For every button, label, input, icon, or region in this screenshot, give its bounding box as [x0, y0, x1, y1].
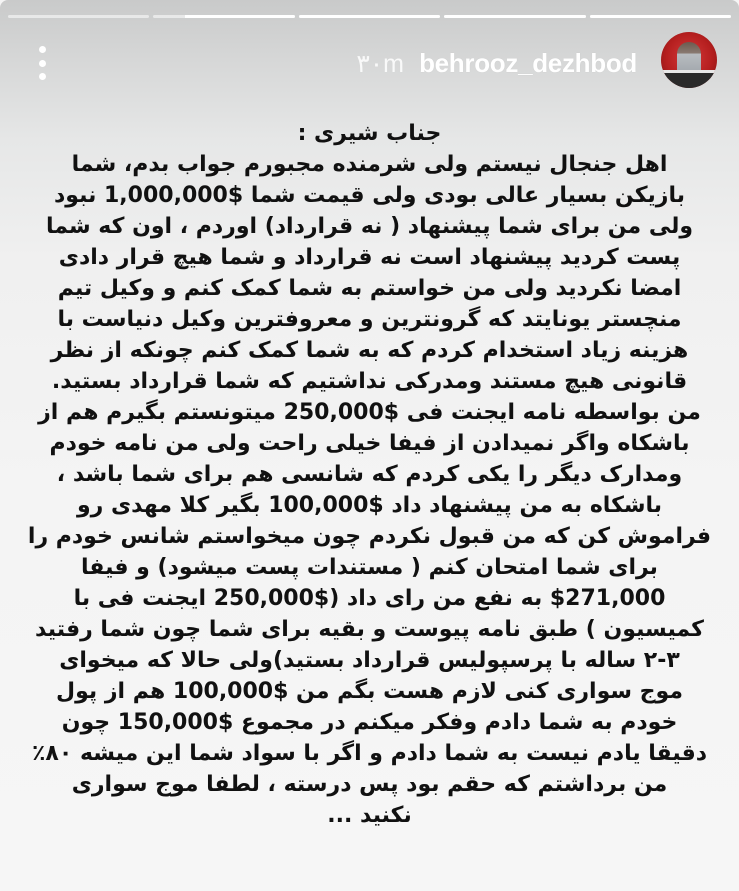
post-line: خودم به شما دادم وفکر میکنم در مجموع $150,000 چون — [61, 710, 678, 735]
post-line: ولی من برای شما پیشنهاد ( نه قرارداد) اوردم ، اون که شما — [45, 214, 694, 239]
post-line: باشکاه به من پیشنهاد داد $100,000 بگیر کلا مهدی رو — [76, 493, 663, 518]
post-line: هزینه زیاد استخدام کردم که به شما کمک کنم چونکه از نظر — [50, 338, 689, 363]
post-line: نکنید ... — [327, 803, 412, 828]
avatar-detail — [661, 73, 717, 88]
more-vertical-icon — [39, 60, 46, 67]
progress-segment-1 — [590, 15, 731, 18]
post-line: فراموش کن که من قبول نکردم چون میخواستم شانس خودم را — [27, 524, 712, 549]
post-line: منچستر یونایتد که گرونترین و معروفترین وکیل دنیاست با — [57, 307, 682, 332]
username-link[interactable]: behrooz_dezhbod — [419, 48, 637, 78]
avatar[interactable] — [661, 32, 717, 88]
progress-fill — [185, 15, 295, 18]
post-line: ومدارک دیگر را یکی کردم که شانسی هم برای شما باشد ، — [56, 462, 683, 487]
post-line: من بواسطه نامه ایجنت فی $250,000 میتونستم بگیرم هم از — [38, 400, 701, 425]
post-line: ۲-۳ ساله با پرسپولیس قرارداد بستید)ولی حالا که میخوای — [59, 648, 680, 673]
post-line: موج سواری کنی لازم هست بگم من $100,000 هم از پول — [56, 679, 683, 704]
progress-fill — [590, 15, 731, 18]
progress-segment-2 — [444, 15, 585, 18]
progress-fill — [299, 15, 440, 18]
progress-fill — [444, 15, 585, 18]
more-vertical-icon — [39, 73, 46, 80]
more-options-button[interactable] — [32, 46, 52, 80]
story-header — [0, 30, 739, 100]
post-title: جناب شیری : — [297, 121, 442, 146]
story-text-content — [20, 118, 719, 831]
post-line: من برداشتم که حقم بود پس درسته ، لطفا موج سواری — [71, 772, 668, 797]
post-line: امضا نکردید ولی من خواستم به شما کمک کنم و وکیل تیم — [57, 276, 682, 301]
more-vertical-icon — [39, 46, 46, 53]
post-line: اهل جنجال نیستم ولی شرمنده مجبورم جواب بدم، شما — [71, 152, 668, 177]
progress-segment-3 — [299, 15, 440, 18]
post-line: دقیقا یادم نیست به شما دادم و اگر با سواد شما این میشه ۸۰٪ — [31, 741, 708, 766]
post-line: پست کردید پیشنهاد است نه قرارداد و شما هیچ قرار دادی — [58, 245, 681, 270]
progress-segment-5 — [8, 15, 149, 18]
post-line: برای شما امتحان کنم ( مستندات پست میشود) و فیفا — [81, 555, 658, 580]
post-line: باشکاه واگر نمیدادن از فیفا خیلی راحت ولی من نامه خودم — [49, 431, 690, 456]
post-line: بازیکن بسیار عالی بودی ولی قیمت شما $1,000,000 نبود — [54, 183, 685, 208]
progress-segment-4 — [153, 15, 294, 18]
post-line: قانونی هیچ مستند ومدرکی نداشتیم که شما قرارداد بستید. — [51, 369, 688, 394]
story-progress-bar — [8, 15, 731, 18]
post-timestamp: ۳۰m — [356, 50, 404, 78]
post-line: $271,000 به نفع من رای داد ($250,000 ایجنت فی با — [73, 586, 666, 611]
post-line: کمیسیون ) طبق نامه پیوست و بقیه برای شما چون شما رفتید — [35, 617, 704, 642]
